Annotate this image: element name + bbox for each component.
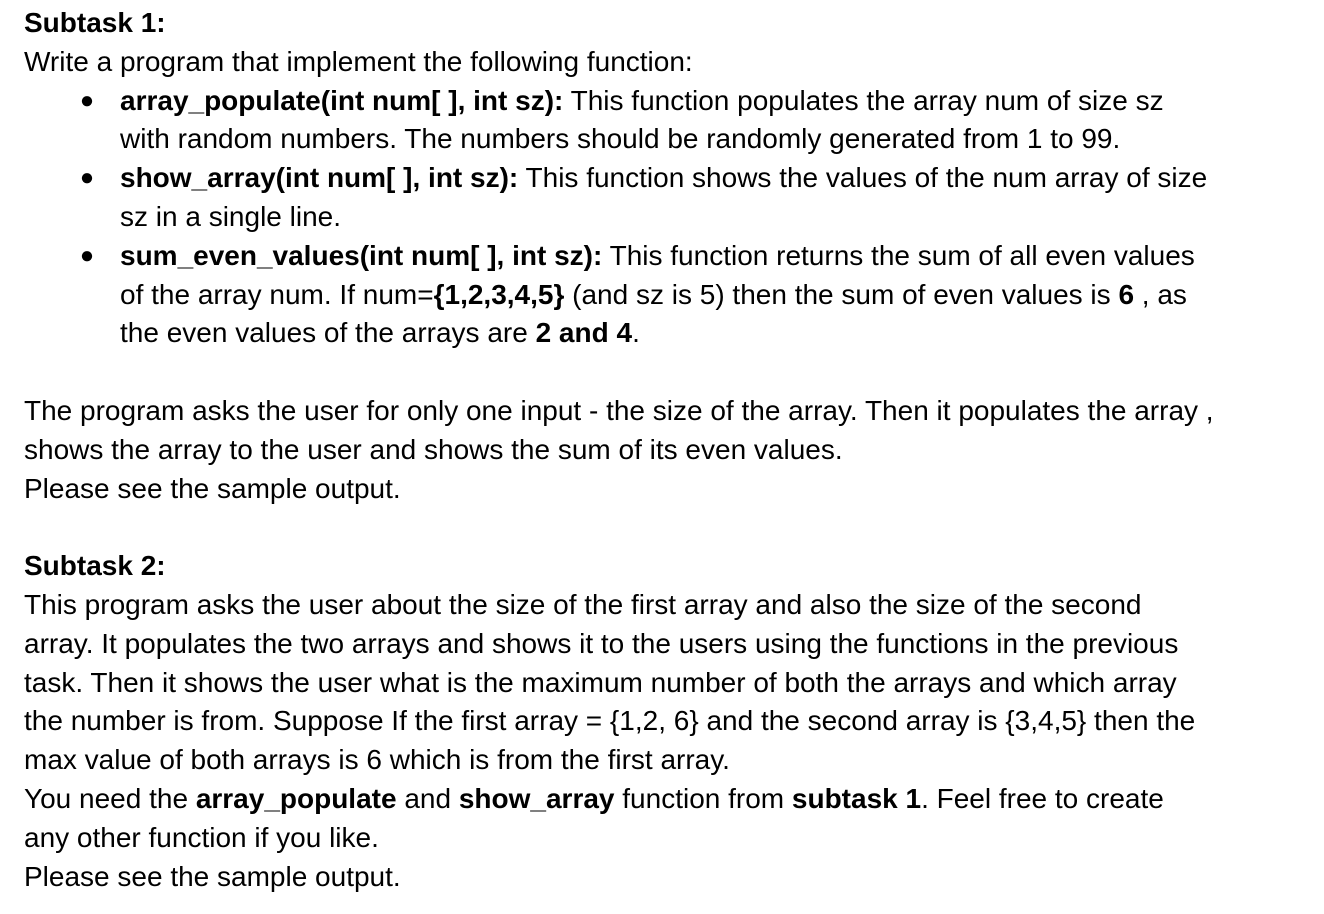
text-run: and bbox=[396, 782, 459, 814]
document-body bbox=[24, 4, 1314, 896]
function-description: This function shows the values of the num array of size bbox=[518, 162, 1208, 194]
subtask-ref: subtask 1 bbox=[791, 782, 922, 814]
text-run: (and sz is 5) then the sum of even values is bbox=[564, 278, 1119, 310]
spacer bbox=[24, 353, 1314, 392]
list-item-array-populate bbox=[24, 82, 1314, 160]
function-description-cont bbox=[120, 314, 1314, 353]
list-item-show-array bbox=[24, 159, 1314, 237]
example-sum: 6 bbox=[1118, 278, 1135, 310]
subtask1-intro: Write a program that implement the following function: bbox=[24, 45, 693, 77]
paragraph-line: the number is from. Suppose If the first array = {1,2, 6} and the second array is {3,4,5} then the bbox=[24, 705, 1196, 737]
subtask1-paragraph bbox=[24, 392, 1314, 508]
list-item-sum-even-values bbox=[24, 237, 1314, 353]
text-run: . Feel free to create bbox=[921, 782, 1164, 814]
text-run: of the array num. If num= bbox=[120, 278, 434, 310]
text-run: the even values of the arrays are bbox=[120, 317, 536, 349]
bullet-icon: ● bbox=[79, 86, 95, 114]
subtask2-heading: Subtask 2: bbox=[24, 550, 166, 582]
paragraph-line: This program asks the user about the size of the first array and also the size of the second bbox=[24, 588, 1142, 620]
example-even-values: 2 and 4 bbox=[535, 317, 633, 349]
function-signature: show_array(int num[ ], int sz): bbox=[120, 162, 519, 194]
requirements-line bbox=[24, 780, 1314, 819]
paragraph-line: array. It populates the two arrays and shows it to the users using the functions in the previous bbox=[24, 627, 1179, 659]
paragraph-line: shows the array to the user and shows the sum of its even values. bbox=[24, 433, 843, 465]
spacer bbox=[24, 508, 1314, 547]
function-signature: sum_even_values(int num[ ], int sz): bbox=[120, 239, 603, 271]
paragraph-line: Please see the sample output. bbox=[24, 472, 401, 504]
requirements-line-cont: any other function if you like. bbox=[24, 821, 379, 853]
paragraph-line: max value of both arrays is 6 which is from the first array. bbox=[24, 744, 730, 776]
example-array: {1,2,3,4,5} bbox=[433, 278, 565, 310]
bullet-icon: ● bbox=[79, 241, 95, 269]
function-signature: array_populate(int num[ ], int sz): bbox=[120, 84, 564, 116]
closing-line: Please see the sample output. bbox=[24, 860, 401, 892]
function-list bbox=[24, 82, 1314, 354]
function-description-cont: sz in a single line. bbox=[120, 200, 342, 232]
function-ref-show-array: show_array bbox=[458, 782, 615, 814]
text-run: You need the bbox=[24, 782, 196, 814]
function-description-cont bbox=[120, 276, 1314, 315]
function-description: This function populates the array num of size sz bbox=[563, 84, 1164, 116]
bullet-icon: ● bbox=[79, 164, 95, 192]
subtask1-heading: Subtask 1: bbox=[24, 7, 166, 38]
function-ref-array-populate: array_populate bbox=[195, 782, 397, 814]
function-description: This function returns the sum of all even values bbox=[602, 239, 1195, 271]
paragraph-line: task. Then it shows the user what is the maximum number of both the arrays and which array bbox=[24, 666, 1177, 698]
text-run: , as bbox=[1134, 278, 1187, 310]
subtask2-paragraph bbox=[24, 586, 1314, 780]
text-run: . bbox=[632, 317, 640, 349]
text-run: function from bbox=[614, 782, 792, 814]
function-description-cont: with random numbers. The numbers should be randomly generated from 1 to 99. bbox=[120, 123, 1121, 155]
paragraph-line: The program asks the user for only one input - the size of the array. Then it populates the array , bbox=[24, 394, 1214, 426]
